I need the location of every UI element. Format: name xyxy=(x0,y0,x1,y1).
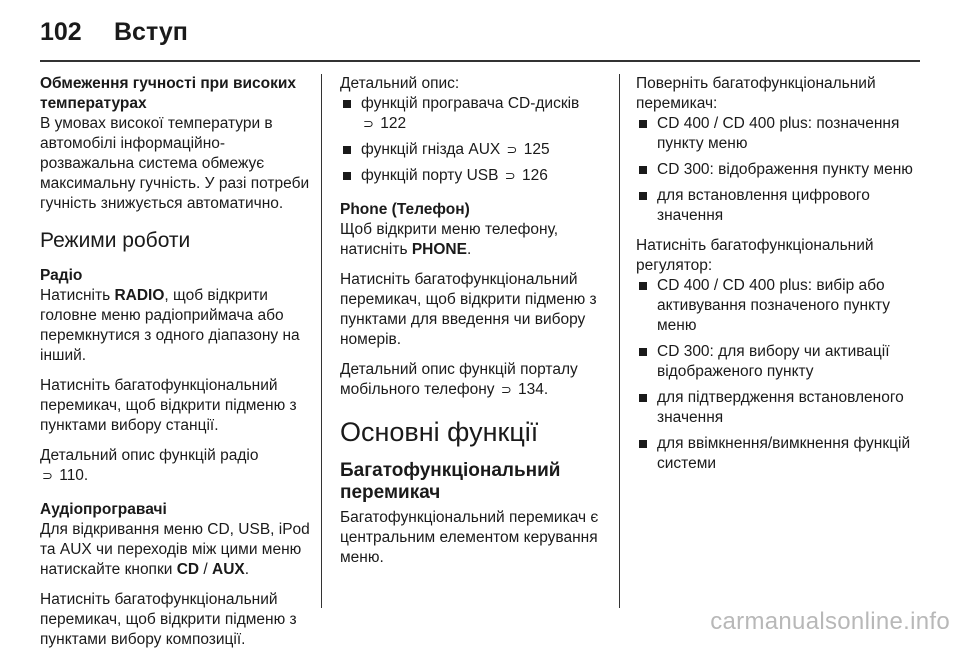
radio-p1-rest: , щоб відкрити головне меню радіоприймача або перемкнутися з одного діапазону на інший. xyxy=(40,287,300,364)
phone-paragraph-3 xyxy=(340,360,612,400)
list-item xyxy=(340,140,612,160)
radio-paragraph-2: Натисніть багатофункціональний перемикач, щоб відкрити підменю з пунктами вибору станції. xyxy=(40,377,297,434)
column-2 xyxy=(340,74,612,578)
list-item-text: функцій гнізда AUX xyxy=(361,141,501,158)
page-ref-icon: ⊃ xyxy=(506,142,518,157)
watermark: carmanualsonline.info xyxy=(710,608,950,635)
page-header xyxy=(40,14,920,54)
list-item-ref: 125 xyxy=(523,141,550,158)
phone-paragraph-2: Натисніть багатофункціональний перемикач, щоб відкрити підменю з пунктами для введення чи вибору номерів. xyxy=(340,271,597,348)
knob-heading: Багатофункціональний перемикач xyxy=(340,460,561,503)
column-divider-1 xyxy=(321,74,322,608)
list-item: CD 400 / CD 400 plus: вибір або активування позначеного пункту меню xyxy=(636,276,920,336)
players-p1-end: . xyxy=(244,561,250,578)
players-paragraph-2: Натисніть багатофункціональний перемикач, щоб відкрити підменю з пунктами вибору композиції. xyxy=(40,591,297,648)
radio-page-ref: 110. xyxy=(59,467,89,484)
column-divider-2 xyxy=(619,74,620,608)
detail-intro: Детальний опис: xyxy=(340,75,460,92)
overheat-text: В умовах високої температури в автомобілі інформаційно-розважальна система обмежує максимальну гучність. У разі потреби гучність знижується автоматично. xyxy=(40,115,310,212)
column-1 xyxy=(40,74,312,660)
detail-list xyxy=(340,94,612,186)
radio-p3-text: Детальний опис функцій радіо xyxy=(40,447,259,464)
page-ref-icon: ⊃ xyxy=(363,116,374,131)
page-title: Вступ xyxy=(114,18,188,46)
phone-p1-end: . xyxy=(466,241,472,258)
phone-p1-text: Щоб відкрити меню телефону, натисніть xyxy=(340,221,559,258)
page-ref-icon: ⊃ xyxy=(504,168,516,183)
phone-paragraph-1 xyxy=(340,220,612,260)
cd-key: CD xyxy=(176,561,200,578)
list-item: CD 400 / CD 400 plus: позначення пункту меню xyxy=(636,114,920,154)
list-item: для ввімкнення/вимкнення функцій системи xyxy=(636,434,920,474)
list-item-ref: 126 xyxy=(521,167,548,184)
press-list xyxy=(636,276,920,474)
page-number: 102 xyxy=(40,18,82,46)
list-item-text: функцій порту USB xyxy=(361,167,499,184)
players-heading: Аудіопрогравачі xyxy=(40,501,167,518)
list-item: CD 300: для вибору чи активації відображеного пункту xyxy=(636,342,920,382)
list-item-ref: 122 xyxy=(380,115,407,132)
list-item: для підтвердження встановленого значення xyxy=(636,388,920,428)
list-item: CD 300: відображення пункту меню xyxy=(636,160,920,180)
radio-key: RADIO xyxy=(114,287,165,304)
press-intro: Натисніть багатофункціональний регулятор: xyxy=(636,237,874,274)
overheat-heading: Обмеження гучності при високих температурах xyxy=(40,75,297,112)
list-item xyxy=(340,166,612,186)
phone-heading: Phone (Телефон) xyxy=(340,201,470,218)
basic-functions-heading: Основні функції xyxy=(340,417,539,447)
aux-key: AUX xyxy=(212,561,245,578)
turn-list xyxy=(636,114,920,226)
radio-paragraph-1 xyxy=(40,286,312,366)
phone-p3-text: Детальний опис функцій порталу мобільного телефону xyxy=(340,361,578,398)
column-3 xyxy=(636,74,920,484)
key-separator: / xyxy=(199,561,213,578)
radio-paragraph-3 xyxy=(40,446,312,486)
phone-key: PHONE xyxy=(411,241,467,258)
modes-heading: Режими роботи xyxy=(40,229,191,252)
header-divider xyxy=(40,60,920,62)
players-p1-text: Для відкривання меню CD, USB, iPod та AUX чи переходів між цими меню натискайте кнопки xyxy=(40,521,310,578)
list-item: для встановлення цифрового значення xyxy=(636,186,920,226)
phone-page-ref: 134. xyxy=(518,381,549,398)
page-ref-icon: ⊃ xyxy=(42,468,53,483)
players-paragraph-1 xyxy=(40,520,312,580)
turn-intro: Поверніть багатофункціональний перемикач: xyxy=(636,75,876,112)
list-item-text: функцій програвача CD-дисків xyxy=(361,95,580,112)
radio-heading: Радіо xyxy=(40,267,83,284)
list-item xyxy=(340,94,612,134)
page-ref-icon: ⊃ xyxy=(500,382,512,397)
radio-p1-text: Натисніть xyxy=(40,287,115,304)
knob-text: Багатофункціональний перемикач є центральним елементом керування меню. xyxy=(340,509,599,566)
